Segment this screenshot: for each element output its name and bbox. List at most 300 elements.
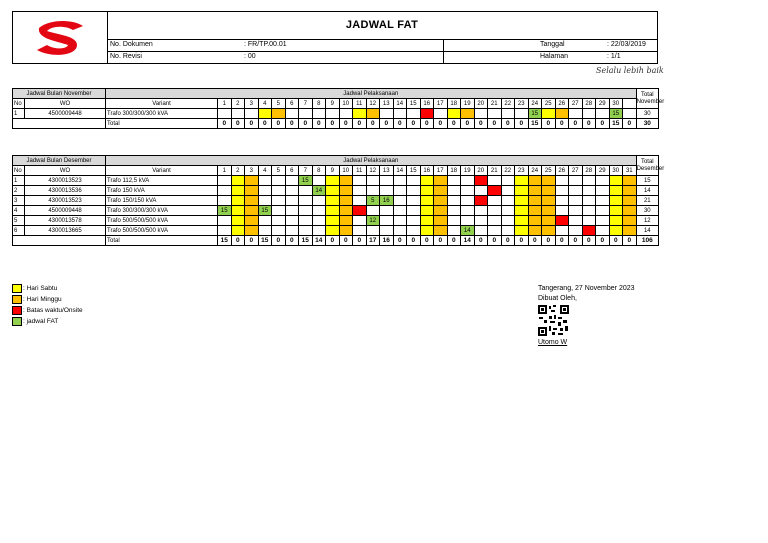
day-cell (542, 109, 556, 119)
day-cell (488, 109, 502, 119)
day-total: 0 (231, 236, 245, 246)
pelaksanaan-label: Jadwal Pelaksanaan (106, 89, 637, 99)
day-header: 1 (218, 99, 232, 109)
day-cell (488, 176, 502, 186)
day-total: 0 (353, 119, 367, 129)
day-cell (326, 176, 340, 186)
day-cell: 14 (312, 186, 326, 196)
day-cell (380, 206, 394, 216)
day-cell (501, 226, 515, 236)
day-total: 0 (366, 119, 380, 129)
day-cell (407, 109, 421, 119)
day-header: 14 (393, 99, 407, 109)
day-total: 0 (312, 119, 326, 129)
total-label: Total (106, 119, 218, 129)
day-cell (393, 206, 407, 216)
day-cell (245, 196, 259, 206)
grand-total: 106 (636, 236, 659, 246)
day-cell: 16 (380, 196, 394, 206)
day-cell (231, 206, 245, 216)
day-total: 0 (488, 236, 502, 246)
row-wo: 4300013536 (25, 186, 106, 196)
day-total: 0 (393, 236, 407, 246)
day-cell (461, 206, 475, 216)
header-row (13, 156, 659, 166)
day-header: 12 (366, 99, 380, 109)
day-cell (272, 206, 286, 216)
day-cell (569, 176, 583, 186)
day-cell (353, 226, 367, 236)
day-cell (272, 216, 286, 226)
day-header: 25 (542, 99, 556, 109)
day-header: 29 (596, 166, 610, 176)
day-cell (447, 176, 461, 186)
day-cell (407, 186, 421, 196)
halaman-label: Halaman (540, 53, 569, 60)
halaman-value: : 1/1 (607, 53, 621, 60)
variant-label: Variant (106, 166, 218, 176)
day-total: 0 (285, 119, 299, 129)
day-cell (218, 216, 232, 226)
day-header: 17 (434, 99, 448, 109)
day-cell (569, 109, 583, 119)
legend-swatch (12, 317, 22, 326)
day-cell (407, 176, 421, 186)
day-cell (569, 226, 583, 236)
row-no: 1 (13, 109, 25, 119)
day-cell (258, 196, 272, 206)
no-revisi-value: : 00 (244, 53, 256, 60)
day-cell (339, 206, 353, 216)
document-header (12, 11, 658, 64)
day-cell (366, 109, 380, 119)
day-total: 0 (582, 119, 596, 129)
day-total: 17 (366, 236, 380, 246)
day-cell (353, 196, 367, 206)
day-header: 31 (623, 166, 637, 176)
day-cell (528, 216, 542, 226)
day-cell (582, 206, 596, 216)
day-cell (582, 109, 596, 119)
day-cell (285, 176, 299, 186)
day-cell (393, 176, 407, 186)
day-cell (488, 186, 502, 196)
row-variant: Trafo 500/500/500 kVA (106, 226, 218, 236)
day-cell (542, 176, 556, 186)
day-cell: 5 (366, 196, 380, 206)
total-column-label: Total Desember (636, 156, 659, 176)
day-header: 6 (285, 99, 299, 109)
day-header: 28 (582, 166, 596, 176)
day-total: 0 (407, 119, 421, 129)
day-cell (555, 196, 569, 206)
day-total: 0 (326, 236, 340, 246)
day-cell (285, 226, 299, 236)
day-cell (488, 226, 502, 236)
day-cell (434, 186, 448, 196)
day-total: 0 (515, 236, 529, 246)
day-cell (623, 109, 637, 119)
legend-label: : Hari Minggu (23, 296, 62, 303)
day-header: 2 (231, 99, 245, 109)
day-cell (609, 196, 623, 206)
day-header: 4 (258, 166, 272, 176)
day-cell (488, 216, 502, 226)
row-total: 14 (636, 226, 659, 236)
day-header (623, 99, 637, 109)
day-total: 0 (528, 236, 542, 246)
day-cell (623, 196, 637, 206)
day-cell (609, 226, 623, 236)
row-variant: Trafo 150 kVA (106, 186, 218, 196)
day-cell (569, 186, 583, 196)
day-header: 6 (285, 166, 299, 176)
day-total: 15 (218, 236, 232, 246)
day-total: 0 (596, 236, 610, 246)
day-total: 0 (272, 236, 286, 246)
row-variant: Trafo 150/150 kVA (106, 196, 218, 206)
day-cell (555, 206, 569, 216)
day-cell (501, 176, 515, 186)
day-total: 0 (393, 119, 407, 129)
legend-swatch (12, 284, 22, 293)
day-cell (582, 216, 596, 226)
row-wo: 4500009448 (25, 206, 106, 216)
day-cell (326, 196, 340, 206)
pelaksanaan-label: Jadwal Pelaksanaan (106, 156, 637, 166)
day-header: 16 (420, 166, 434, 176)
day-cell (434, 109, 448, 119)
day-cell (407, 216, 421, 226)
row-no: 1 (13, 176, 25, 186)
day-cell (218, 176, 232, 186)
day-header: 11 (353, 99, 367, 109)
day-cell (528, 206, 542, 216)
day-cell (285, 186, 299, 196)
day-cell (501, 109, 515, 119)
day-cell (623, 216, 637, 226)
day-cell (447, 186, 461, 196)
day-header: 30 (609, 166, 623, 176)
day-cell (285, 196, 299, 206)
day-header: 19 (461, 99, 475, 109)
day-total: 0 (623, 119, 637, 129)
day-cell (569, 196, 583, 206)
day-header: 9 (326, 99, 340, 109)
day-header: 7 (299, 166, 313, 176)
day-cell: 12 (366, 216, 380, 226)
day-cell (407, 226, 421, 236)
day-cell (434, 176, 448, 186)
day-cell (285, 206, 299, 216)
day-cell (285, 216, 299, 226)
day-cell (326, 186, 340, 196)
day-total: 0 (542, 119, 556, 129)
day-cell (461, 176, 475, 186)
day-total: 0 (501, 236, 515, 246)
day-cell: 14 (461, 226, 475, 236)
day-cell (474, 216, 488, 226)
day-cell (218, 226, 232, 236)
day-total: 0 (434, 119, 448, 129)
day-header: 29 (596, 99, 610, 109)
day-cell (326, 206, 340, 216)
day-cell (272, 186, 286, 196)
day-total: 0 (339, 236, 353, 246)
row-wo: 4300013665 (25, 226, 106, 236)
day-cell (258, 216, 272, 226)
day-header: 15 (407, 99, 421, 109)
table-row (13, 196, 659, 206)
row-no: 6 (13, 226, 25, 236)
tanggal-label: Tanggal (540, 41, 565, 48)
day-header: 20 (474, 166, 488, 176)
day-cell (366, 226, 380, 236)
day-header: 26 (555, 166, 569, 176)
day-cell (609, 176, 623, 186)
total-label: Total (106, 236, 218, 246)
day-cell (380, 216, 394, 226)
day-total: 0 (582, 236, 596, 246)
day-total: 0 (488, 119, 502, 129)
day-cell (569, 206, 583, 216)
variant-label: Variant (106, 99, 218, 109)
day-cell (299, 196, 313, 206)
day-cell (299, 186, 313, 196)
day-total: 0 (407, 236, 421, 246)
legend-label: : Batas waktu/Onsite (23, 307, 83, 314)
legend-label: : jadwal FAT (23, 318, 59, 325)
day-header: 27 (569, 99, 583, 109)
day-cell (272, 176, 286, 186)
day-cell (339, 196, 353, 206)
day-cell (339, 186, 353, 196)
day-cell (258, 109, 272, 119)
day-cell (609, 186, 623, 196)
meta-row-2 (107, 51, 657, 63)
total-row (13, 119, 659, 129)
day-cell (393, 109, 407, 119)
table-row (13, 176, 659, 186)
day-cell (582, 196, 596, 206)
row-no: 5 (13, 216, 25, 226)
day-header: 17 (434, 166, 448, 176)
day-header: 22 (501, 99, 515, 109)
day-cell (501, 196, 515, 206)
day-total: 0 (555, 119, 569, 129)
day-cell (447, 196, 461, 206)
legend-swatch (12, 295, 22, 304)
day-cell (245, 206, 259, 216)
day-cell (272, 196, 286, 206)
day-header: 30 (609, 99, 623, 109)
day-cell (434, 226, 448, 236)
day-cell (339, 226, 353, 236)
no-dokumen-label: No. Dokumen (110, 41, 153, 48)
row-variant: Trafo 300/300/300 kVA (106, 109, 218, 119)
day-total: 0 (420, 119, 434, 129)
day-cell (515, 196, 529, 206)
day-cell (542, 206, 556, 216)
day-cell (623, 206, 637, 216)
grand-total: 30 (636, 119, 659, 129)
day-cell (528, 176, 542, 186)
day-cell (339, 216, 353, 226)
day-header: 14 (393, 166, 407, 176)
day-cell (420, 226, 434, 236)
qr-code-icon (538, 305, 569, 336)
day-cell (474, 226, 488, 236)
day-cell (501, 206, 515, 216)
day-total: 0 (231, 119, 245, 129)
day-cell (582, 186, 596, 196)
day-total: 0 (474, 119, 488, 129)
day-cell (515, 109, 529, 119)
day-total: 0 (447, 119, 461, 129)
day-cell (353, 176, 367, 186)
day-cell (555, 186, 569, 196)
logo-icon (13, 12, 107, 63)
day-cell (245, 226, 259, 236)
day-cell (231, 226, 245, 236)
made-by-label: Dibuat Oleh, (538, 295, 577, 302)
day-cell (326, 109, 340, 119)
day-cell (569, 216, 583, 226)
day-cell (461, 186, 475, 196)
day-total: 0 (285, 236, 299, 246)
day-total: 15 (528, 119, 542, 129)
day-total: 0 (380, 119, 394, 129)
row-no: 3 (13, 196, 25, 206)
day-cell (555, 216, 569, 226)
day-cell (623, 186, 637, 196)
day-cell (609, 206, 623, 216)
day-cell (218, 196, 232, 206)
day-cell (366, 206, 380, 216)
day-cell (528, 196, 542, 206)
day-cell (474, 206, 488, 216)
day-cell (447, 109, 461, 119)
day-header: 21 (488, 99, 502, 109)
day-cell (461, 109, 475, 119)
wo-label: WO (25, 166, 106, 176)
day-header: 22 (501, 166, 515, 176)
day-cell (515, 186, 529, 196)
day-cell (488, 206, 502, 216)
day-cell (474, 176, 488, 186)
day-cell (380, 186, 394, 196)
total-spacer (13, 236, 106, 246)
day-total: 0 (339, 119, 353, 129)
day-total: 0 (447, 236, 461, 246)
day-cell (299, 216, 313, 226)
day-total: 15 (609, 119, 623, 129)
day-cell: 15 (528, 109, 542, 119)
day-header: 3 (245, 99, 259, 109)
day-cell (312, 216, 326, 226)
day-cell (407, 206, 421, 216)
day-total: 0 (272, 119, 286, 129)
row-wo: 4300013523 (25, 196, 106, 206)
day-total: 0 (245, 236, 259, 246)
day-total: 0 (609, 236, 623, 246)
day-header: 13 (380, 99, 394, 109)
day-header: 20 (474, 99, 488, 109)
row-wo: 4300013523 (25, 176, 106, 186)
day-cell (258, 186, 272, 196)
day-cell (515, 176, 529, 186)
row-variant: Trafo 500/500/500 kVA (106, 216, 218, 226)
day-cell (515, 206, 529, 216)
day-cell (231, 196, 245, 206)
row-total: 30 (636, 109, 659, 119)
day-cell (582, 226, 596, 236)
day-cell: 15 (218, 206, 232, 216)
no-label: No (13, 166, 25, 176)
day-total: 15 (258, 236, 272, 246)
day-cell (380, 176, 394, 186)
day-cell: 15 (609, 109, 623, 119)
day-cell (596, 226, 610, 236)
day-header: 5 (272, 99, 286, 109)
day-cell (420, 216, 434, 226)
day-header: 24 (528, 99, 542, 109)
document-title: JADWAL FAT (107, 12, 657, 40)
day-header: 26 (555, 99, 569, 109)
day-header: 23 (515, 99, 529, 109)
day-cell (393, 226, 407, 236)
day-cell (231, 176, 245, 186)
no-revisi-label: No. Revisi (110, 53, 142, 60)
day-header: 9 (326, 166, 340, 176)
day-cell (393, 216, 407, 226)
day-header: 11 (353, 166, 367, 176)
day-cell (555, 176, 569, 186)
day-cell (339, 109, 353, 119)
day-cell (231, 216, 245, 226)
day-cell (420, 109, 434, 119)
day-cell (501, 216, 515, 226)
row-no: 2 (13, 186, 25, 196)
day-total: 0 (501, 119, 515, 129)
meta-divider (443, 39, 444, 63)
day-cell (596, 196, 610, 206)
day-header: 2 (231, 166, 245, 176)
day-cell (312, 176, 326, 186)
table-row (13, 226, 659, 236)
day-cell (420, 176, 434, 186)
day-total: 0 (542, 236, 556, 246)
day-cell (609, 216, 623, 226)
day-cell (353, 216, 367, 226)
day-header: 3 (245, 166, 259, 176)
day-cell (231, 109, 245, 119)
day-total: 0 (245, 119, 259, 129)
day-header: 19 (461, 166, 475, 176)
day-header: 28 (582, 99, 596, 109)
day-cell (623, 226, 637, 236)
day-total: 0 (299, 119, 313, 129)
day-header: 12 (366, 166, 380, 176)
day-total: 0 (434, 236, 448, 246)
schedule-table-desember (12, 155, 665, 246)
day-total: 0 (555, 236, 569, 246)
day-cell (434, 216, 448, 226)
day-cell (447, 216, 461, 226)
day-header: 4 (258, 99, 272, 109)
day-cell (474, 109, 488, 119)
day-total: 0 (569, 119, 583, 129)
